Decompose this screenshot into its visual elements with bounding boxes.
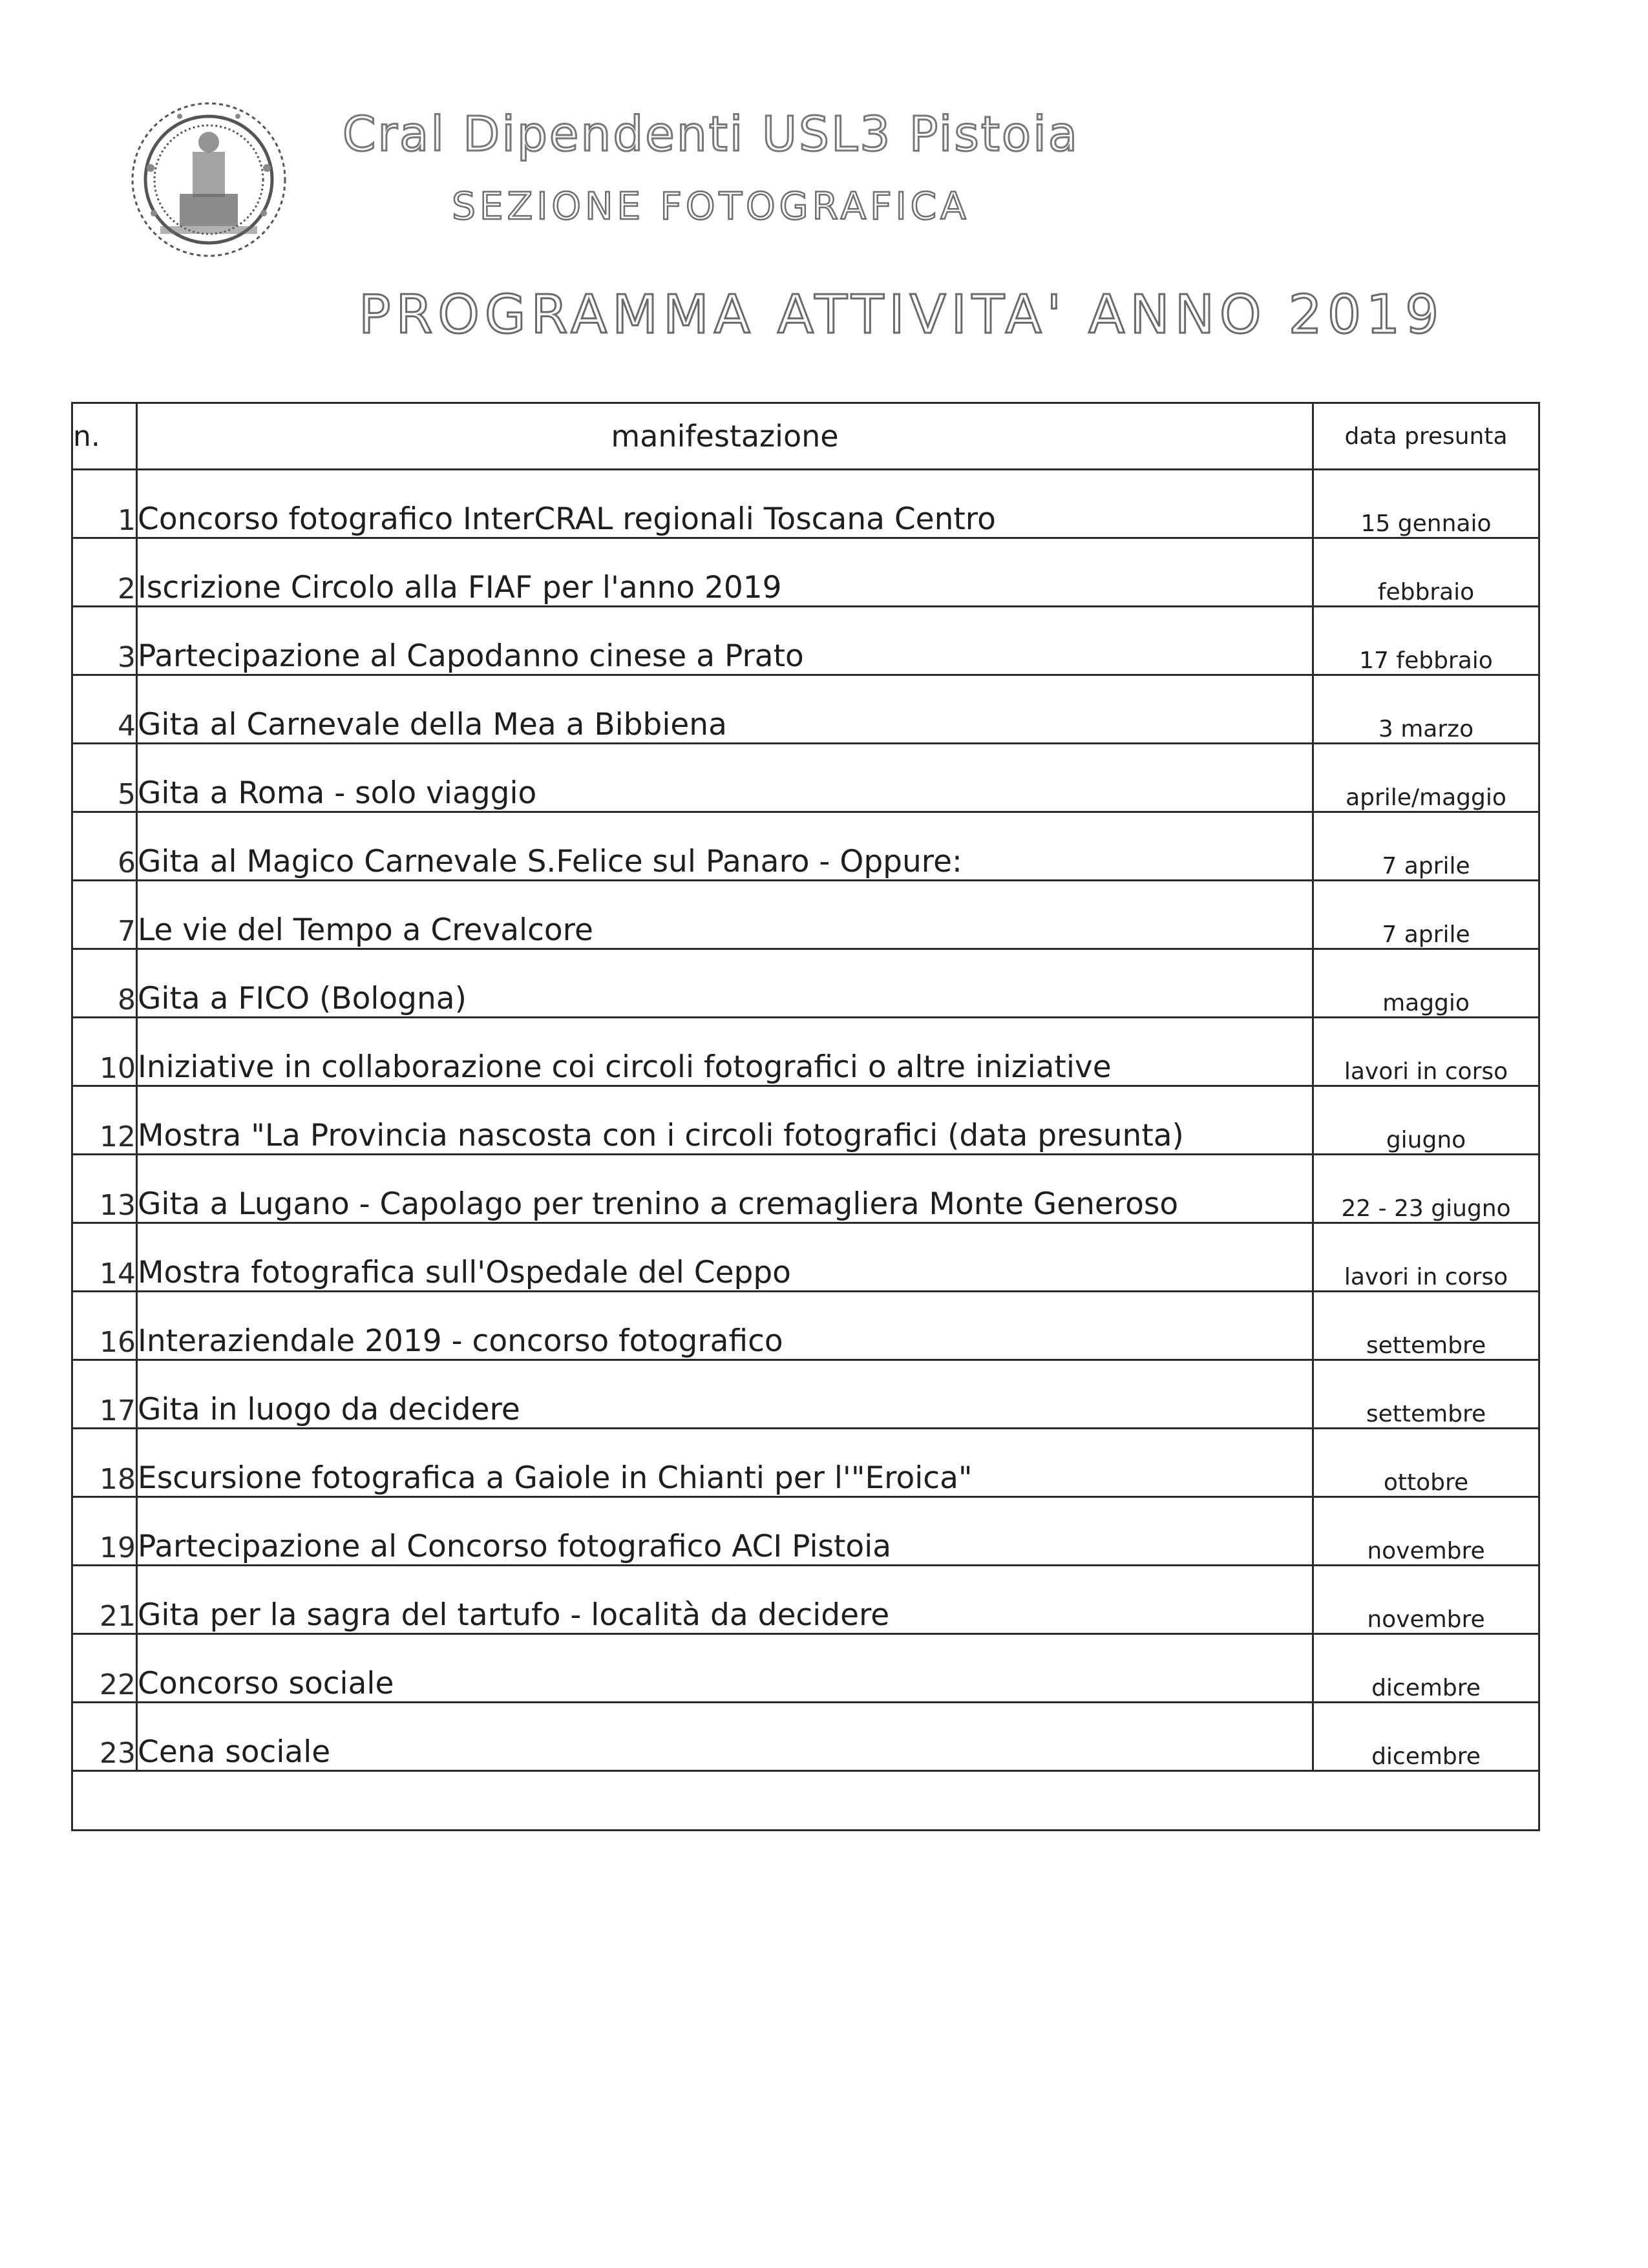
row-event: Gita a Lugano - Capolago per trenino a cremagliera Monte Generoso [137, 1155, 1313, 1223]
row-event: Partecipazione al Capodanno cinese a Prato [137, 607, 1313, 675]
table-row [72, 538, 1539, 607]
row-event: Interaziendale 2019 - concorso fotografico [137, 1292, 1313, 1360]
row-event: Mostra "La Provincia nascosta con i circoli fotografici (data presunta) [137, 1086, 1313, 1155]
program-title: PROGRAMMA ATTIVITA' ANNO 2019 [359, 284, 1444, 346]
table-row [72, 881, 1539, 949]
row-number: 12 [72, 1086, 137, 1155]
row-event: Partecipazione al Concorso fotografico ACI Pistoia [137, 1497, 1313, 1566]
row-date: 7 aprile [1313, 881, 1539, 949]
row-date: dicembre [1313, 1634, 1539, 1703]
table-row [72, 812, 1539, 881]
row-event: Concorso sociale [137, 1634, 1313, 1703]
row-event: Gita al Carnevale della Mea a Bibbiena [137, 675, 1313, 744]
row-number: 17 [72, 1360, 137, 1429]
row-number: 16 [72, 1292, 137, 1360]
row-number: 23 [72, 1703, 137, 1771]
table-row [72, 1155, 1539, 1223]
row-event: Iniziative in collaborazione coi circoli fotografici o altre iniziative [137, 1018, 1313, 1086]
row-event: Cena sociale [137, 1703, 1313, 1771]
row-date: giugno [1313, 1086, 1539, 1155]
row-number: 7 [72, 881, 137, 949]
row-number: 10 [72, 1018, 137, 1086]
table-row [72, 470, 1539, 538]
table-body [72, 470, 1539, 1831]
row-number: 8 [72, 949, 137, 1018]
row-event: Iscrizione Circolo alla FIAF per l'anno 2019 [137, 538, 1313, 607]
row-event: Gita in luogo da decidere [137, 1360, 1313, 1429]
empty-row [72, 1771, 1539, 1831]
row-number: 1 [72, 470, 137, 538]
row-date: settembre [1313, 1360, 1539, 1429]
row-date: dicembre [1313, 1703, 1539, 1771]
table-row [72, 1634, 1539, 1703]
table-row [72, 675, 1539, 744]
table-row [72, 1086, 1539, 1155]
row-number: 6 [72, 812, 137, 881]
table-row [72, 1292, 1539, 1360]
row-number: 22 [72, 1634, 137, 1703]
row-date: maggio [1313, 949, 1539, 1018]
row-number: 21 [72, 1566, 137, 1634]
header-number: n. [72, 403, 137, 470]
row-number: 2 [72, 538, 137, 607]
table-row [72, 607, 1539, 675]
row-date: febbraio [1313, 538, 1539, 607]
row-date: ottobre [1313, 1429, 1539, 1497]
row-event: Concorso fotografico InterCRAL regionali Toscana Centro [137, 470, 1313, 538]
row-date: 17 febbraio [1313, 607, 1539, 675]
table-row [72, 1703, 1539, 1771]
row-event: Le vie del Tempo a Crevalcore [137, 881, 1313, 949]
row-date: 22 - 23 giugno [1313, 1155, 1539, 1223]
row-date: aprile/maggio [1313, 744, 1539, 812]
row-event: Gita a Roma - solo viaggio [137, 744, 1313, 812]
table-row [72, 1497, 1539, 1566]
row-date: novembre [1313, 1566, 1539, 1634]
table-row [72, 1360, 1539, 1429]
row-number: 18 [72, 1429, 137, 1497]
table-row [72, 1018, 1539, 1086]
row-event: Escursione fotografica a Gaiole in Chianti per l'"Eroica" [137, 1429, 1313, 1497]
row-number: 13 [72, 1155, 137, 1223]
row-number: 5 [72, 744, 137, 812]
row-number: 4 [72, 675, 137, 744]
row-event: Gita per la sagra del tartufo - località da decidere [137, 1566, 1313, 1634]
table-header-row [72, 403, 1539, 470]
table-row [72, 1429, 1539, 1497]
row-date: 7 aprile [1313, 812, 1539, 881]
row-date: 3 marzo [1313, 675, 1539, 744]
table-row [72, 1223, 1539, 1292]
table-row [72, 1566, 1539, 1634]
header-date: data presunta [1313, 403, 1539, 470]
row-date: lavori in corso [1313, 1018, 1539, 1086]
program-table [71, 402, 1540, 1831]
row-date: settembre [1313, 1292, 1539, 1360]
organization-name: Cral Dipendenti USL3 Pistoia [342, 107, 1080, 162]
program-table-wrapper [71, 402, 1538, 1831]
row-number: 14 [72, 1223, 137, 1292]
header-event: manifestazione [137, 403, 1313, 470]
row-event: Gita a FICO (Bologna) [137, 949, 1313, 1018]
row-event: Mostra fotografica sull'Ospedale del Ceppo [137, 1223, 1313, 1292]
row-date: novembre [1313, 1497, 1539, 1566]
row-number: 3 [72, 607, 137, 675]
empty-cell [72, 1771, 1539, 1831]
row-number: 19 [72, 1497, 137, 1566]
row-date: 15 gennaio [1313, 470, 1539, 538]
row-event: Gita al Magico Carnevale S.Felice sul Panaro - Oppure: [137, 812, 1313, 881]
section-name: SEZIONE FOTOGRAFICA [452, 184, 970, 228]
table-row [72, 949, 1539, 1018]
table-row [72, 744, 1539, 812]
row-date: lavori in corso [1313, 1223, 1539, 1292]
